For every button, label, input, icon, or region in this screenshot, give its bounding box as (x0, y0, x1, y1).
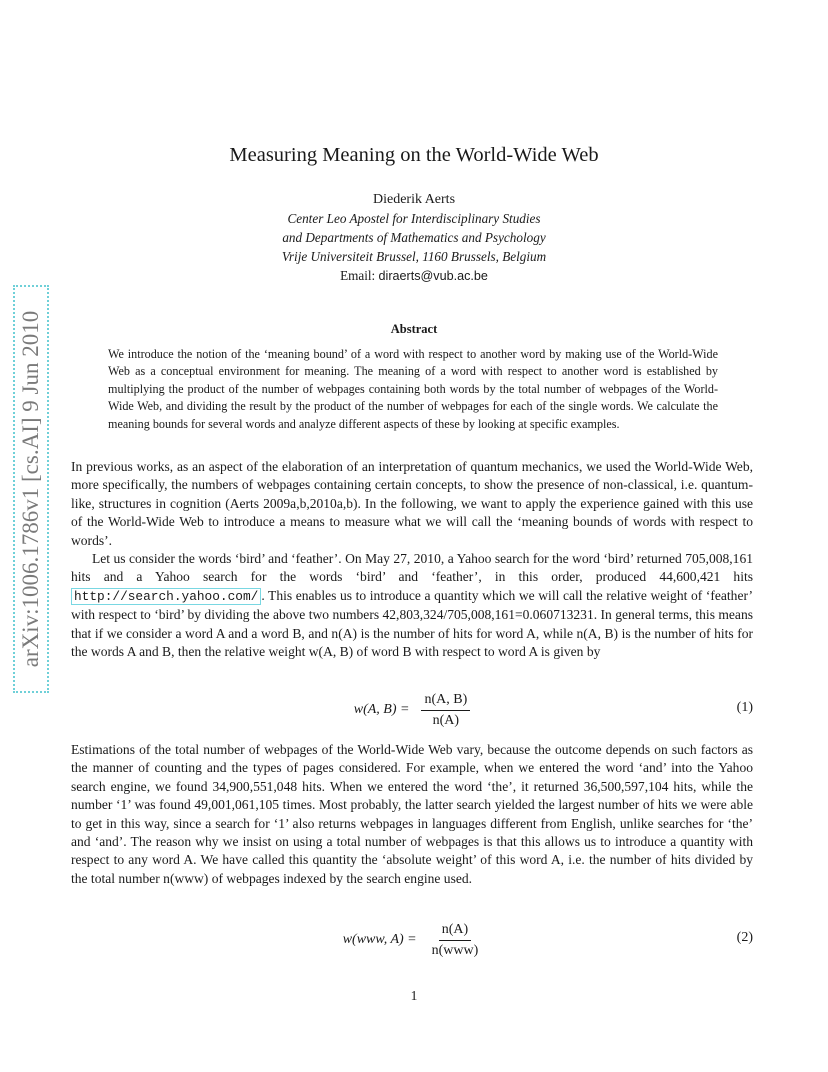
abstract-text: We introduce the notion of the ‘meaning bound’ of a word with respect to another word by making use of the World-Wide Web as a conceptual environment for meaning. The meaning of a word with respect to another word is established by multiplying the product of the number of webpages containing both words by the total number of webpages of the World-Wide Web, and dividing the result by the product of the number of webpages for each of the single words. We calculate the meaning bounds for several words and analyze different aspects of these by looking at specific examples. (108, 347, 718, 431)
affiliation-line: Center Leo Apostel for Interdisciplinary Studies (287, 211, 541, 226)
equation-fraction (429, 922, 482, 959)
equation-number: (1) (736, 700, 753, 715)
author-name: Diederik Aerts (372, 192, 456, 207)
arxiv-identifier[interactable]: arXiv:1006.1786v1 [cs.AI] 9 Jun 2010 (13, 285, 49, 693)
paper-title: Measuring Meaning on the World-Wide Web (229, 144, 599, 166)
affiliation-line: Vrije Universiteit Brussel, 1160 Brussels, Belgium (281, 249, 547, 264)
page-number: 1 (410, 988, 418, 1003)
body-text (71, 458, 753, 661)
equation-1 (71, 688, 753, 732)
paragraph-text: Let us consider the words ‘bird’ and ‘feather’. On May 27, 2010, a Yahoo search for the word ‘bird’ returned 705,008,161 hits and a Yahoo search for the words ‘bird’ and ‘feather’, in this order, produced 44,600,421 hits (71, 551, 753, 585)
equation-number: (2) (736, 930, 753, 945)
equation-lhs: w(A, B) = (353, 702, 410, 717)
paragraph-text: . This enables us to introduce a quantity which we will call the relative weight of ‘feather’ with respect to ‘bird’ by dividing the above two numbers 42,803,324/705,008,161=0.060713231. In general terms, this means that if we consider a word A and a word B, and n(A) is the number of hits for word A, while n(A, B) is the number of hits for the words A and B, then the relative weight w(A, B) of word B with respect to word A is given by (71, 587, 753, 660)
fraction-denominator: n(A) (432, 712, 460, 728)
paragraph: In previous works, as an aspect of the elaboration of an interpretation of quantum mechanics, we used the World-Wide Web, more specifically, the numbers of webpages containing certain concepts, to show the presence of non-classical, i.e. quantum-like, structures in cognition (Aerts 2009a,b,2010a,b). In the following, we want to apply the experience gained with this use of the World-Wide Web to introduce a means to measure what we will call the ‘meaning bounds of words with respect to words’. (71, 459, 753, 548)
fraction-numerator: n(A) (439, 922, 471, 941)
equation-fraction (421, 692, 470, 729)
abstract-heading: Abstract (390, 322, 438, 336)
body-text (71, 741, 753, 888)
paragraph: Estimations of the total number of webpages of the World-Wide Web vary, because the outcome depends on such factors as the manner of counting and the types of pages considered. For example, when we entered the word ‘and’ into the Yahoo search engine, we found 34,900,551,048 hits. When we entered the word ‘the’, it returned 36,500,597,104 hits, while the number ‘1’ was found 49,001,061,105 times. Most probably, the latter search yielded the largest number of hits we were able to get in this way, since a search for ‘1’ also returns webpages in languages different from English, unlike searches for ‘the’ and ‘and’. The reason why we insist on using a total number of webpages is that this allows us to introduce a quantity with respect to any word A. We have called this quantity the ‘absolute weight’ of this word A, i.e. the number of hits divided by the total number n(www) of webpages indexed by the search engine used. (71, 742, 753, 886)
fraction-numerator: n(A, B) (421, 692, 470, 711)
email-address[interactable]: diraerts@vub.ac.be (378, 269, 488, 283)
arxiv-stamp (13, 285, 49, 693)
yahoo-search-link[interactable]: http://search.yahoo.com/ (71, 588, 261, 605)
fraction-denominator: n(www) (431, 942, 479, 958)
email-label: Email: (340, 268, 379, 283)
equation-2 (71, 918, 753, 962)
equation-lhs: w(www, A) = (342, 932, 417, 947)
author-email (0, 268, 828, 284)
affiliation-line: and Departments of Mathematics and Psychology (282, 230, 546, 245)
paragraph (71, 550, 753, 661)
